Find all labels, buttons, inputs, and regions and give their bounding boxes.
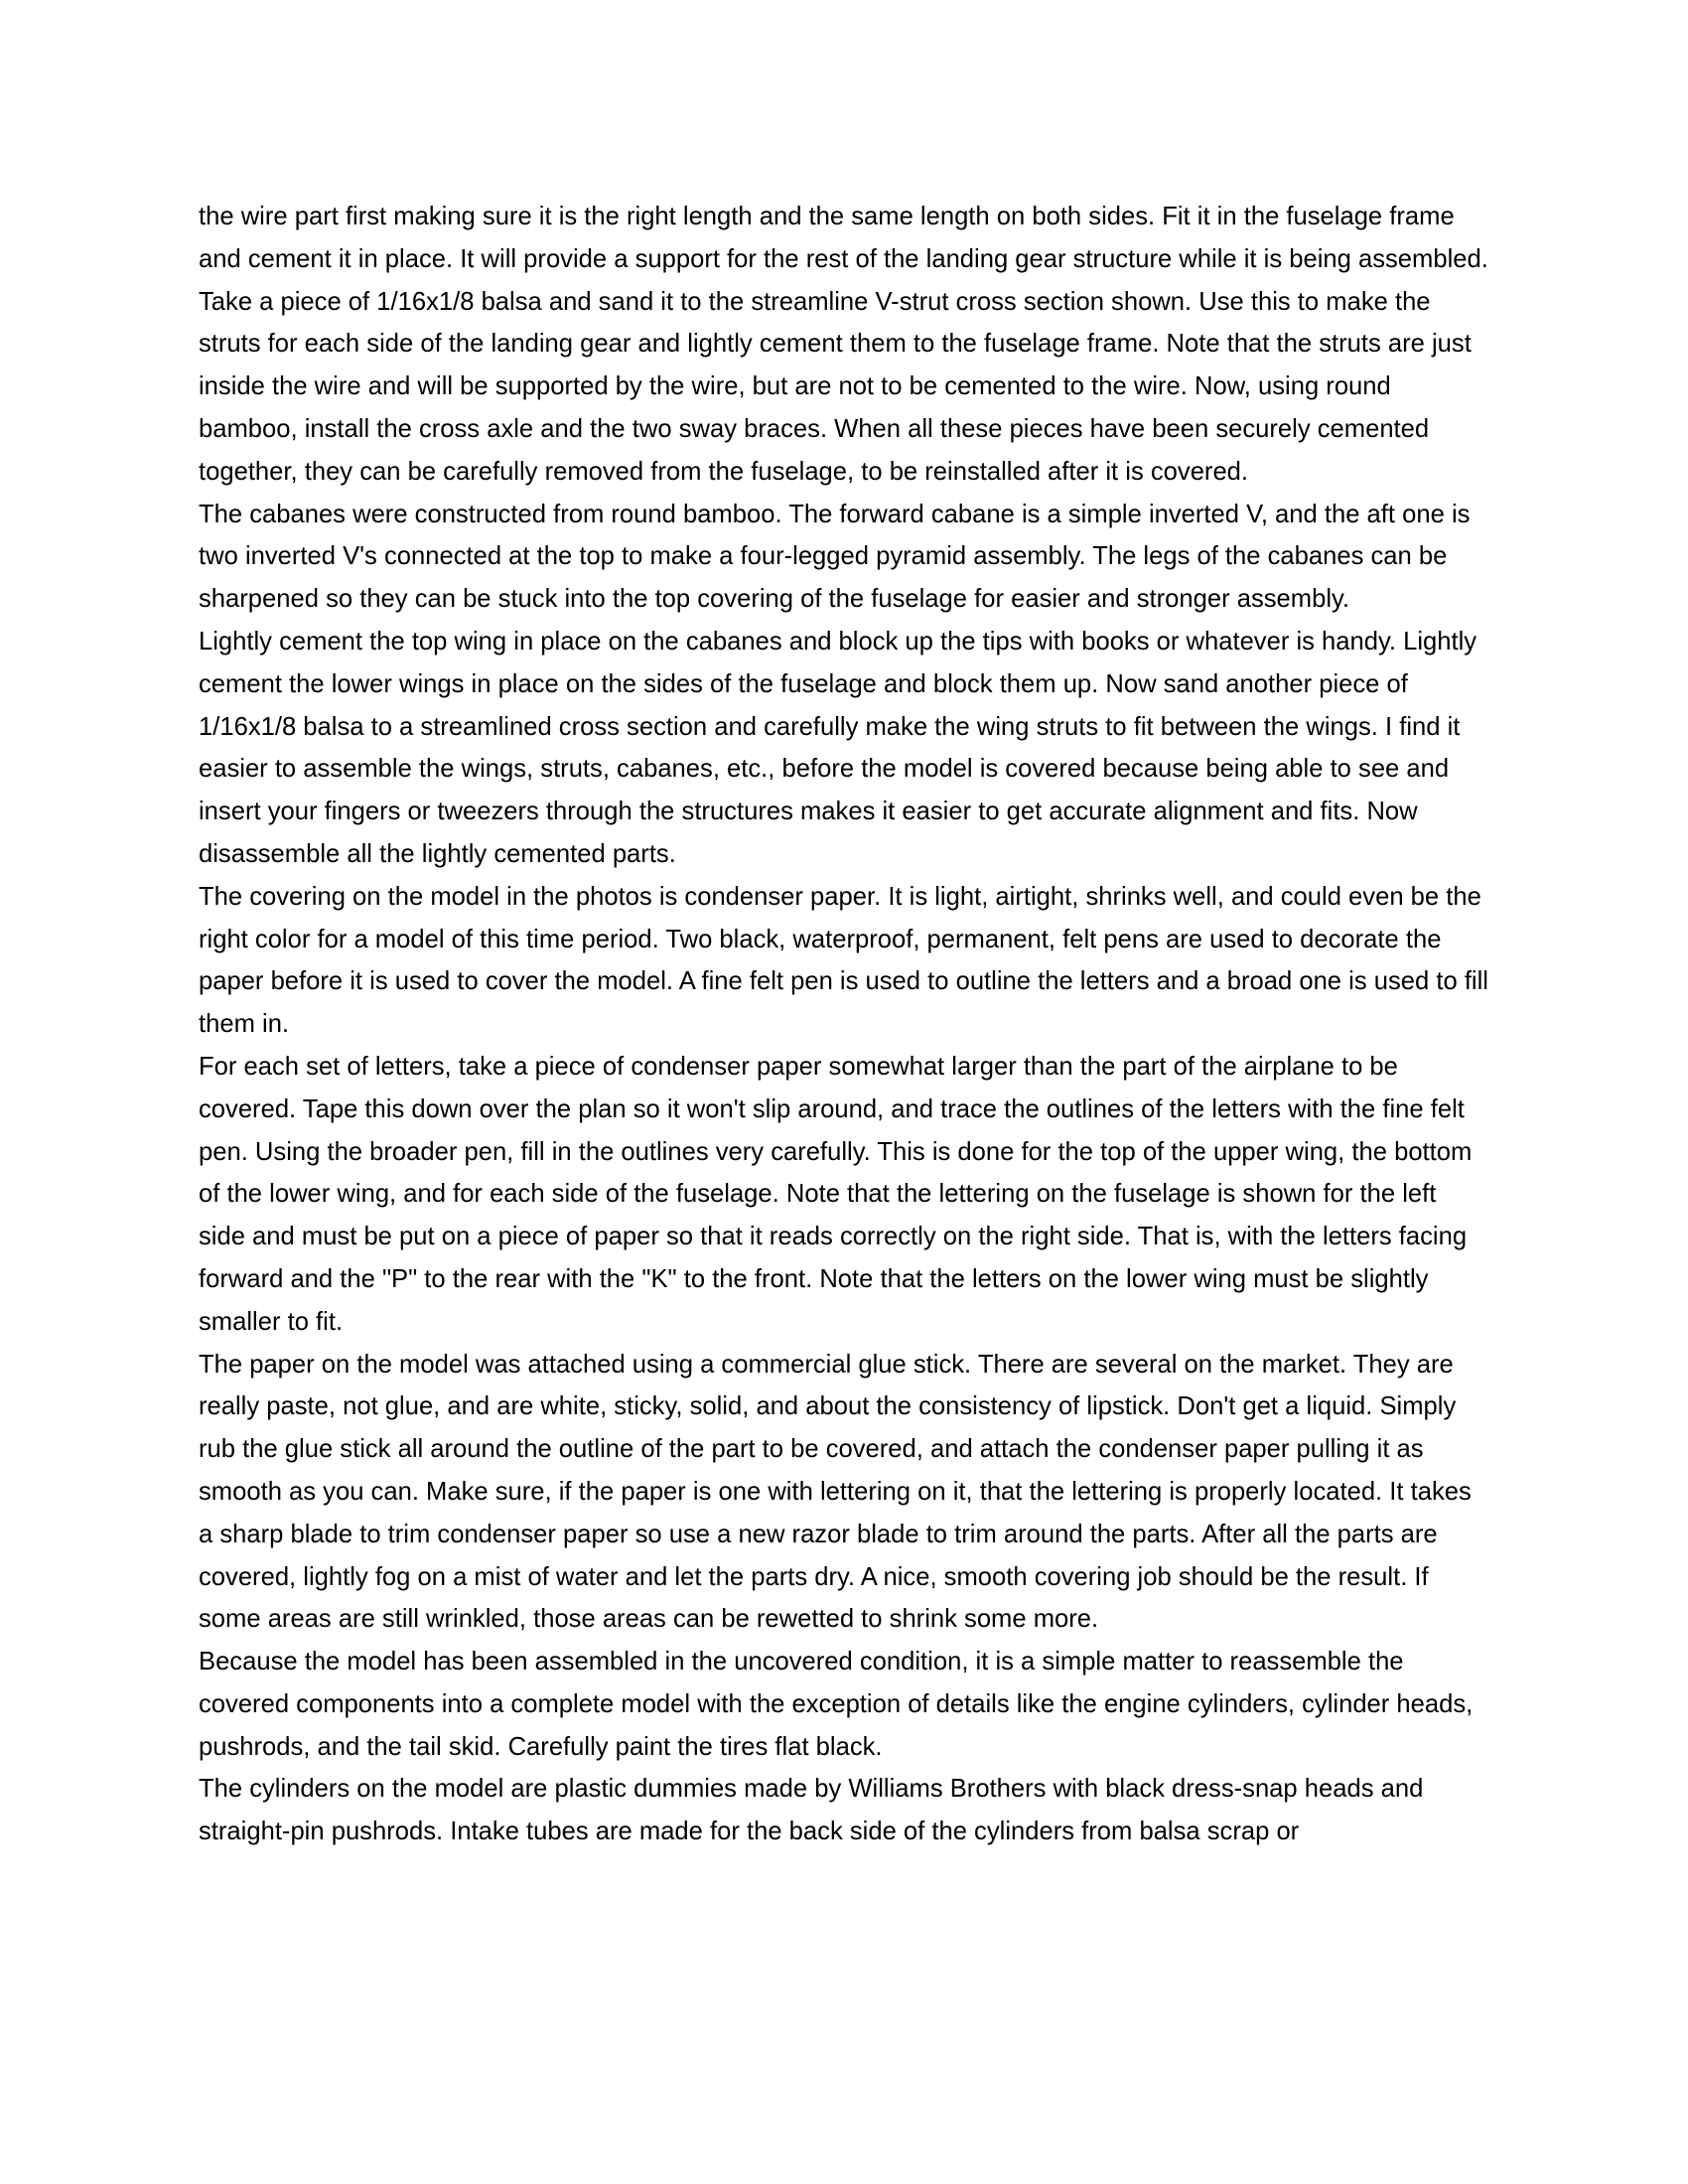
paragraph-cylinders: The cylinders on the model are plastic dummies made by Williams Brothers with black dress-snap heads and straight-pin pushrods. Intake tubes are made for the back side of the cylinders from balsa scrap or xyxy=(199,1775,1424,1846)
paragraph-reassembly: Because the model has been assembled in the uncovered condition, it is a simple matter to reassemble the covered components into a complete model with the exception of details like the engine cylinders, cylinder heads, pushrods, and the tail skid. Carefully paint the tires flat black. xyxy=(199,1648,1474,1761)
document-body xyxy=(199,196,1489,1853)
paragraph-cabanes: The cabanes were constructed from round bamboo. The forward cabane is a simple inverted V, and the aft one is two inverted V's connected at the top to make a four-legged pyramid assembly. The legs of the cabanes can be sharpened so they can be stuck into the top covering of the fuselage for easier and stronger assembly. xyxy=(199,500,1471,614)
paragraph-covering: The covering on the model in the photos is condenser paper. It is light, airtight, shrinks well, and could even be the right color for a model of this time period. Two black, waterproof, permanent, felt pens are used to decorate the paper before it is used to cover the model. A fine felt pen is used to outline the letters and a broad one is used to fill them in. xyxy=(199,882,1488,1039)
paragraph-glue-stick: The paper on the model was attached using a commercial glue stick. There are several on the market. They are really paste, not glue, and are white, sticky, solid, and about the consistency of lipstick. Don't get a liquid. Simply rub the glue stick all around the outline of the part to be covered, and attach the condenser paper pulling it as smooth as you can. Make sure, if the paper is one with lettering on it, that the lettering is properly located. It takes a sharp blade to trim condenser paper so use a new razor blade to trim around the parts. After all the parts are covered, lightly fog on a mist of water and let the parts dry. A nice, smooth covering job should be the result. If some areas are still wrinkled, those areas can be rewetted to shrink some more. xyxy=(199,1350,1472,1634)
paragraph-landing-gear: the wire part first making sure it is the right length and the same length on both sides. Fit it in the fuselage frame and cement it in place. It will provide a support for the rest of the landing gear structure while it is being assembled. Take a piece of 1/16x1/8 balsa and sand it to the streamline V-strut cross section shown. Use this to make the struts for each side of the landing gear and lightly cement them to the fuselage frame. Note that the struts are just inside the wire and will be supported by the wire, but are not to be cemented to the wire. Now, using round bamboo, install the cross axle and the two sway braces. When all these pieces have been securely cemented together, they can be carefully removed from the fuselage, to be reinstalled after it is covered. xyxy=(199,203,1488,486)
paragraph-wing-assembly: Lightly cement the top wing in place on the cabanes and block up the tips with books or whatever is handy. Lightly cement the lower wings in place on the sides of the fuselage and block them up. Now sand another piece of 1/16x1/8 balsa to a streamlined cross section and carefully make the wing struts to fit between the wings. I find it easier to assemble the wings, struts, cabanes, etc., before the model is covered because being able to see and insert your fingers or tweezers through the structures makes it easier to get accurate alignment and fits. Now disassemble all the lightly cemented parts. xyxy=(199,627,1477,868)
paragraph-lettering: For each set of letters, take a piece of condenser paper somewhat larger than the part of the airplane to be covered. Tape this down over the plan so it won't slip around, and trace the outlines of the letters with the fine felt pen. Using the broader pen, fill in the outlines very carefully. This is done for the top of the upper wing, the bottom of the lower wing, and for each side of the fuselage. Note that the lettering on the fuselage is shown for the left side and must be put on a piece of paper so that it reads correctly on the right side. That is, with the letters facing forward and the "P" to the rear with the "K" to the front. Note that the letters on the lower wing must be slightly smaller to fit. xyxy=(199,1052,1473,1336)
